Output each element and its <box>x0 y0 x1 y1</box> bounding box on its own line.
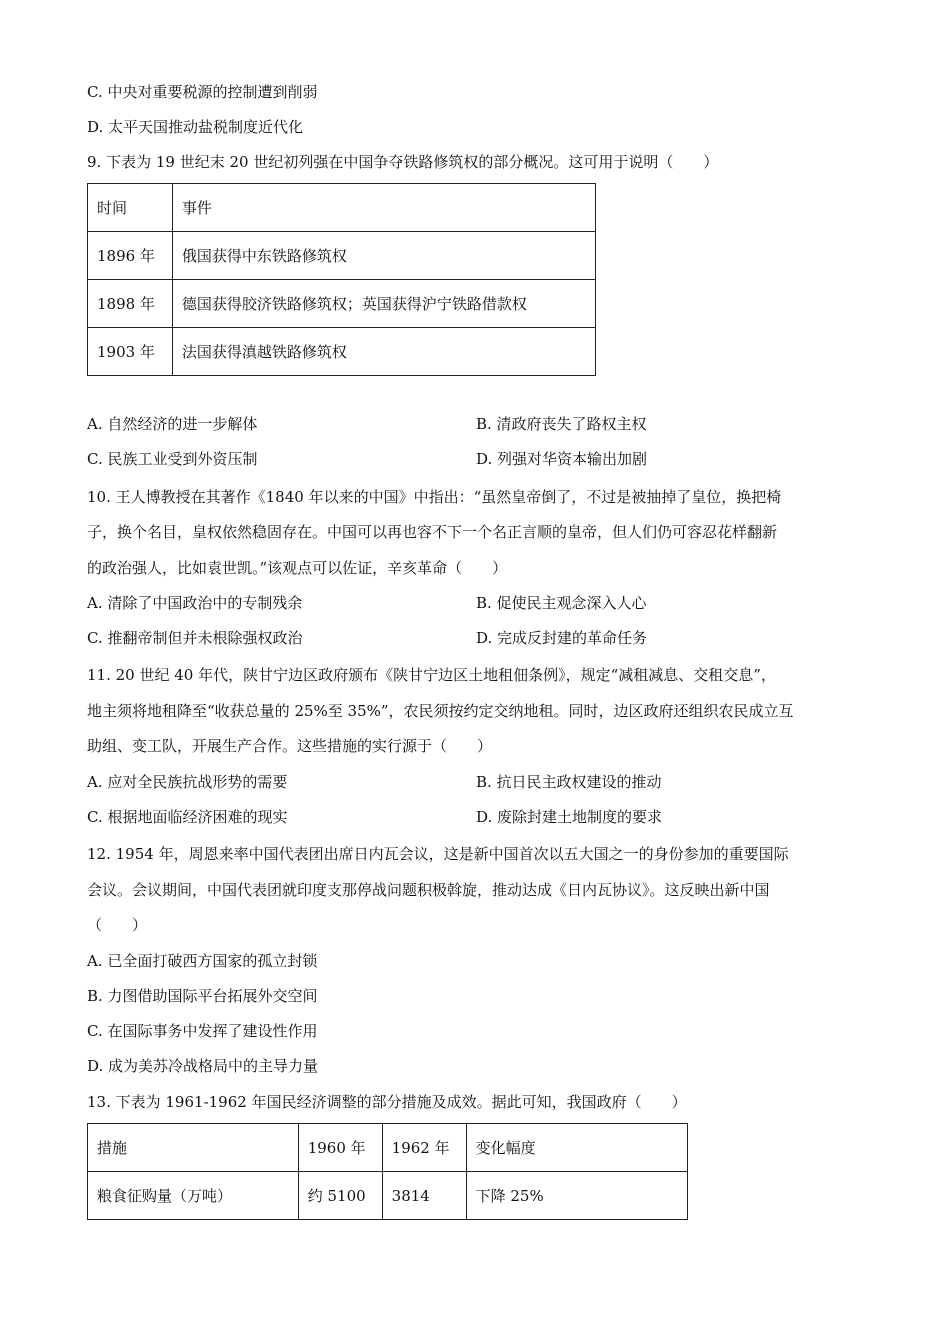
q12-option-a[interactable]: A. 已全面打破西方国家的孤立封锁 <box>87 952 318 970</box>
table-cell: 俄国获得中东铁路修筑权 <box>172 232 595 280</box>
q11-option-a[interactable]: A. 应对全民族抗战形势的需要 <box>87 773 288 791</box>
q13-stem: 13. 下表为 1961-1962 年国民经济调整的部分措施及成效。据此可知，我国政府（ ） <box>87 1093 687 1111</box>
q13-table-header-row <box>88 1124 688 1172</box>
q9-option-d[interactable]: D. 列强对华资本输出加剧 <box>476 450 648 468</box>
table-cell: 1898 年 <box>88 280 173 328</box>
q9-option-a[interactable]: A. 自然经济的进一步解体 <box>87 415 258 433</box>
table-cell: 1896 年 <box>88 232 173 280</box>
q12-option-c[interactable]: C. 在国际事务中发挥了建设性作用 <box>87 1022 318 1040</box>
table-cell: 约 5100 <box>298 1172 382 1220</box>
q9-option-c[interactable]: C. 民族工业受到外资压制 <box>87 450 258 468</box>
table-row <box>88 328 596 376</box>
q11-option-b[interactable]: B. 抗日民主政权建设的推动 <box>476 773 662 791</box>
q12-stem-line-3: （ ） <box>87 916 148 934</box>
table-row <box>88 1172 688 1220</box>
q9-table-header-event: 事件 <box>172 184 595 232</box>
q10-option-d[interactable]: D. 完成反封建的革命任务 <box>476 629 648 647</box>
table-cell: 3814 <box>382 1172 466 1220</box>
q8-option-d[interactable]: D. 太平天国推动盐税制度近代化 <box>87 118 304 136</box>
q9-stem: 9. 下表为 19 世纪末 20 世纪初列强在中国争夺铁路修筑权的部分概况。这可用于说明（ ） <box>87 153 719 171</box>
q10-stem-line-1: 10. 王人博教授在其著作《1840 年以来的中国》中指出：“虽然皇帝倒了，不过是被抽掉了皇位，换把椅 <box>87 488 782 506</box>
q13-table-header-measure: 措施 <box>88 1124 299 1172</box>
q11-option-c[interactable]: C. 根据地面临经济困难的现实 <box>87 808 288 826</box>
q11-stem-line-2: 地主须将地租降至“收获总量的 25%至 35%”，农民须按约定交纳地租。同时，边区政府还组织农民成立互 <box>87 702 794 720</box>
q12-stem-line-1: 12. 1954 年，周恩来率中国代表团出席日内瓦会议，这是新中国首次以五大国之一的身份参加的重要国际 <box>87 845 789 863</box>
q13-table <box>87 1123 688 1220</box>
q9-table-header-row <box>88 184 596 232</box>
q11-stem-line-3: 助组、变工队，开展生产合作。这些措施的实行源于（ ） <box>87 737 493 755</box>
q9-table <box>87 183 596 376</box>
q12-option-b[interactable]: B. 力图借助国际平台拓展外交空间 <box>87 987 318 1005</box>
table-cell: 法国获得滇越铁路修筑权 <box>172 328 595 376</box>
table-cell: 德国获得胶济铁路修筑权；英国获得沪宁铁路借款权 <box>172 280 595 328</box>
q10-option-c[interactable]: C. 推翻帝制但并未根除强权政治 <box>87 629 303 647</box>
table-row <box>88 232 596 280</box>
q13-table-header-1962: 1962 年 <box>382 1124 466 1172</box>
q10-stem-line-3: 的政治强人，比如袁世凯。”该观点可以佐证，辛亥革命（ ） <box>87 559 508 577</box>
q10-option-a[interactable]: A. 清除了中国政治中的专制残余 <box>87 594 303 612</box>
q13-table-header-1960: 1960 年 <box>298 1124 382 1172</box>
q11-stem-line-1: 11. 20 世纪 40 年代，陕甘宁边区政府颁布《陕甘宁边区土地租佃条例》，规定“减租减息、交租交息”， <box>87 666 776 684</box>
table-row <box>88 280 596 328</box>
q10-option-b[interactable]: B. 促使民主观念深入人心 <box>476 594 647 612</box>
table-cell: 1903 年 <box>88 328 173 376</box>
q10-stem-line-2: 子，换个名目，皇权依然稳固存在。中国可以再也容不下一个名正言顺的皇帝，但人们仍可容忍花样翻新 <box>87 523 778 541</box>
table-cell: 粮食征购量（万吨） <box>88 1172 299 1220</box>
q12-stem-line-2: 会议。会议期间，中国代表团就印度支那停战问题积极斡旋，推动达成《日内瓦协议》。这反映出新中国 <box>87 881 770 899</box>
q8-option-c[interactable]: C. 中央对重要税源的控制遭到削弱 <box>87 83 318 101</box>
table-cell: 下降 25% <box>466 1172 687 1220</box>
q9-option-b[interactable]: B. 清政府丧失了路权主权 <box>476 415 647 433</box>
q13-table-header-change: 变化幅度 <box>466 1124 687 1172</box>
q9-table-header-time: 时间 <box>88 184 173 232</box>
q11-option-d[interactable]: D. 废除封建土地制度的要求 <box>476 808 663 826</box>
q12-option-d[interactable]: D. 成为美苏冷战格局中的主导力量 <box>87 1057 319 1075</box>
